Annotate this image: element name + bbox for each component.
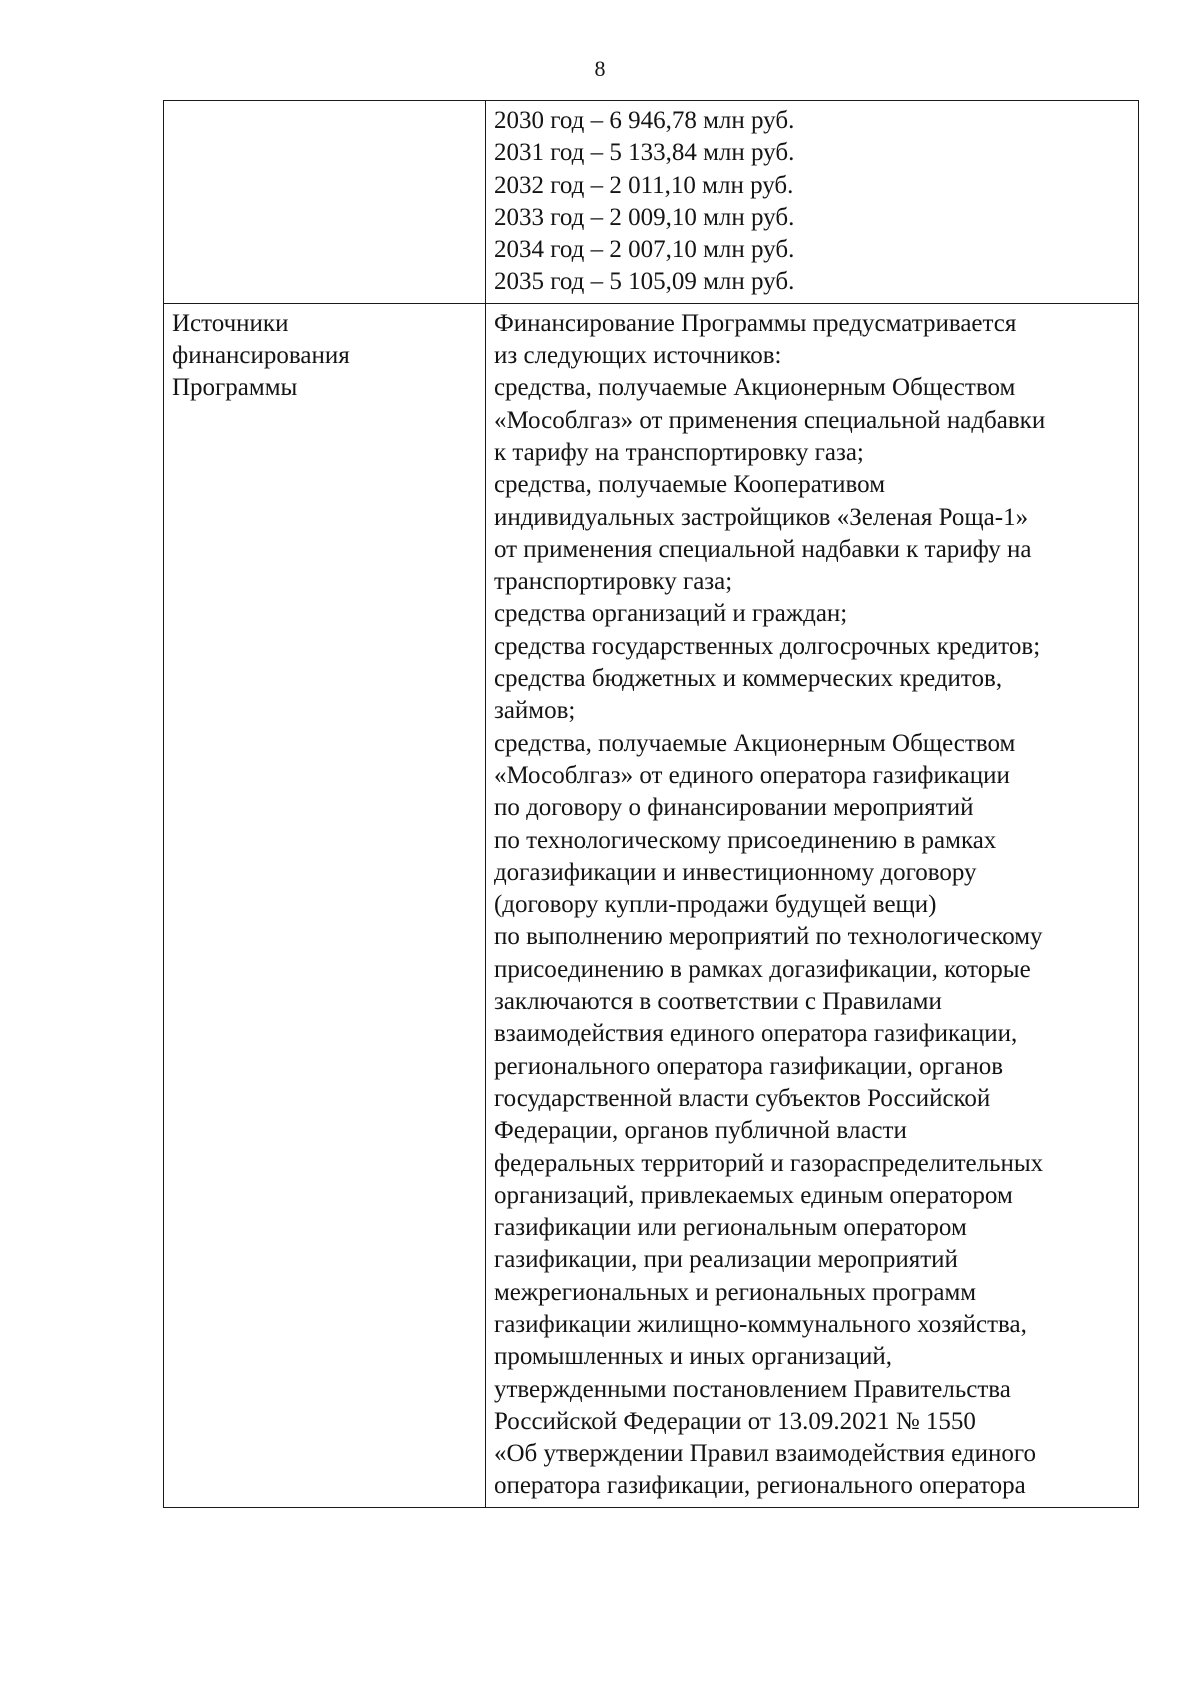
text-line: индивидуальных застройщиков «Зеленая Роща-1» — [493, 503, 1029, 531]
text-line: взаимодействия единого оператора газификации, — [493, 1020, 1018, 1048]
text-line: межрегиональных и региональных программ — [493, 1278, 977, 1306]
text-line: по договору о финансировании мероприятий — [493, 794, 974, 822]
funding-by-year-cell — [485, 101, 1138, 304]
text-line: по технологическому присоединению в рамках — [493, 826, 997, 854]
text-line: транспортировку газа; — [493, 568, 733, 596]
text-line: оператора газификации, регионального оператора — [493, 1472, 1026, 1500]
text-line: средства государственных долгосрочных кредитов; — [493, 632, 1041, 660]
funding-sources-text-cell — [485, 303, 1138, 1507]
text-line: заключаются в соответствии с Правилами — [493, 988, 942, 1016]
text-line: от применения специальной надбавки к тарифу на — [493, 535, 1032, 563]
text-line: присоединению в рамках догазификации, которые — [493, 955, 1031, 983]
table-row-funding-by-year — [164, 101, 1139, 304]
text-line: из следующих источников: — [493, 342, 782, 370]
text-line: 2033 год – 2 009,10 млн руб. — [493, 203, 795, 231]
text-line: финансирования — [172, 342, 350, 370]
text-line: Финансирование Программы предусматривается — [493, 309, 1017, 337]
text-line: 2032 год – 2 011,10 млн руб. — [493, 171, 794, 199]
text-line: государственной власти субъектов Российской — [493, 1084, 991, 1112]
text-line: организаций, привлекаемых единым оператором — [493, 1181, 1013, 1209]
text-line: средства, получаемые Акционерным Обществом — [493, 374, 1016, 402]
text-line: Программы — [172, 374, 298, 402]
text-line: газификации жилищно-коммунального хозяйства, — [493, 1310, 1027, 1338]
page-number: 8 — [594, 56, 606, 81]
text-line: к тарифу на транспортировку газа; — [493, 438, 864, 466]
text-line: догазификации и инвестиционному договору — [493, 858, 977, 886]
text-line: «Мособлгаз» от применения специальной надбавки — [493, 406, 1046, 434]
text-line: по выполнению мероприятий по технологическому — [493, 923, 1043, 951]
program-passport-table — [163, 100, 1139, 1508]
row-label-cell — [164, 101, 486, 304]
text-line: 2035 год – 5 105,09 млн руб. — [493, 268, 795, 296]
text-line: «Об утверждении Правил взаимодействия единого — [493, 1440, 1036, 1468]
text-line: 2030 год – 6 946,78 млн руб. — [493, 107, 795, 134]
text-line: Федерации, органов публичной власти — [493, 1117, 907, 1145]
text-line: Источники — [172, 309, 289, 337]
text-line: средства бюджетных и коммерческих кредитов, — [493, 665, 1003, 693]
funding-sources-label-cell — [164, 303, 486, 1507]
text-line: 2034 год – 2 007,10 млн руб. — [493, 236, 795, 264]
text-line: регионального оператора газификации, органов — [493, 1052, 1004, 1080]
table-row-funding-sources — [164, 303, 1139, 1507]
text-line: промышленных и иных организаций, — [493, 1343, 892, 1371]
text-line: средства, получаемые Кооперативом — [493, 471, 886, 499]
text-line: федеральных территорий и газораспределительных — [493, 1149, 1044, 1177]
text-line: утвержденными постановлением Правительства — [493, 1375, 1011, 1403]
text-line: 2031 год – 5 133,84 млн руб. — [493, 139, 795, 167]
text-line: средства организаций и граждан; — [493, 600, 848, 628]
text-line: газификации, при реализации мероприятий — [493, 1246, 958, 1274]
text-line: (договору купли-продажи будущей вещи) — [493, 891, 937, 919]
text-line: газификации или региональным оператором — [493, 1214, 967, 1242]
text-line: «Мособлгаз» от единого оператора газификации — [493, 761, 1010, 789]
text-line: займов; — [493, 697, 576, 725]
text-line: Российской Федерации от 13.09.2021 № 1550 — [493, 1407, 976, 1435]
text-line: средства, получаемые Акционерным Обществом — [493, 729, 1016, 757]
